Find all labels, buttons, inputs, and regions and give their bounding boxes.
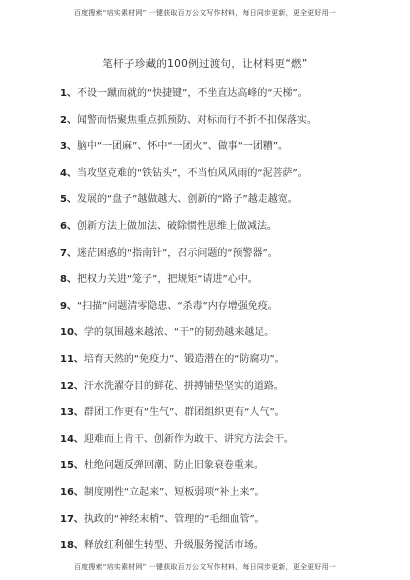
item-text: 迎难而上肯干、创新作为敢干、讲究方法会干。 bbox=[83, 433, 294, 445]
item-text: 脑中“一团麻”、怀中“一团火”、做事“一团糟”。 bbox=[76, 141, 289, 153]
document-title: 笔杆子珍藏的100例过渡句，让材料更“燃” bbox=[102, 58, 308, 70]
item-text: 汗水洗濯夺目的鲜花、拼搏铺垫坚实的道路。 bbox=[83, 380, 284, 392]
list-item bbox=[60, 379, 400, 406]
item-text: 执政的“神经末梢”、管理的“毛细血管”。 bbox=[83, 513, 265, 525]
list-item bbox=[60, 219, 400, 246]
header-banner: 百度搜索“培实素材网” 一键获取百万公文写作材料，每日同步更新，更全更好用一 bbox=[73, 9, 337, 17]
item-number: 9、 bbox=[60, 300, 77, 312]
list-item bbox=[60, 458, 400, 485]
item-number: 1、 bbox=[60, 88, 77, 99]
list-item bbox=[60, 485, 400, 512]
list-item bbox=[60, 166, 400, 193]
item-text: 不设一蹴而就的“快捷键”，不坐直达高峰的“天梯”。 bbox=[76, 88, 308, 99]
item-number: 17、 bbox=[60, 513, 84, 525]
list-item bbox=[60, 512, 400, 539]
list-item bbox=[60, 432, 400, 459]
list-item bbox=[60, 299, 400, 326]
item-number: 4、 bbox=[60, 167, 77, 179]
item-number: 14、 bbox=[60, 433, 84, 445]
item-number: 6、 bbox=[60, 220, 77, 232]
list-item bbox=[60, 538, 400, 565]
list-item bbox=[60, 139, 400, 166]
item-number: 16、 bbox=[60, 486, 84, 498]
item-text: 发展的“盘子”越做越大、创新的“路子”越走越宽。 bbox=[76, 194, 298, 206]
item-text: 培育天然的“免疫力”、锻造潜在的“防腐功”。 bbox=[83, 353, 285, 365]
item-text: 学的氛围越来越浓、“干”的韧劲越来越足。 bbox=[83, 327, 275, 339]
item-text: 把权力关进“笼子”，把规矩“请进”心中。 bbox=[76, 274, 258, 286]
sentence-list bbox=[60, 86, 400, 565]
list-item bbox=[60, 352, 400, 379]
item-number: 3、 bbox=[60, 141, 77, 153]
item-number: 11、 bbox=[60, 353, 84, 365]
item-text: 杜绝问题反弹回潮、防止旧象衰卷重来。 bbox=[83, 460, 264, 472]
list-item bbox=[60, 272, 400, 299]
item-text: 制度刚性“立起来”、短板弱项“补上来”。 bbox=[83, 486, 265, 498]
list-item bbox=[60, 325, 400, 352]
item-number: 7、 bbox=[60, 247, 77, 259]
item-number: 18、 bbox=[60, 540, 84, 552]
list-item bbox=[60, 86, 400, 113]
list-item bbox=[60, 405, 400, 432]
item-number: 15、 bbox=[60, 460, 84, 472]
item-number: 8、 bbox=[60, 274, 77, 286]
footer-banner: 百度搜索“培实素材网” 一键获取百万公文写作材料，每日同步更新，更全更好用一 bbox=[73, 563, 337, 571]
list-item bbox=[60, 113, 400, 140]
item-text: 当攻坚克难的“铁钻头”，不当怕风风雨的“泥菩萨”。 bbox=[76, 167, 308, 179]
list-item bbox=[60, 246, 400, 273]
item-number: 2、 bbox=[60, 114, 77, 126]
item-text: 创新方法上做加法、破除惯性思维上做减法。 bbox=[76, 220, 277, 232]
list-item bbox=[60, 192, 400, 219]
item-text: 群团工作更有“生气”、群团组织更有“人气”。 bbox=[83, 407, 285, 419]
item-number: 12、 bbox=[60, 380, 84, 392]
item-text: “扫描”问题清零隐患、“杀毒”内存增强免疫。 bbox=[76, 300, 278, 312]
item-text: 迷茫困惑的“指南针”，召示问题的“预警器”。 bbox=[76, 247, 278, 259]
item-number: 10、 bbox=[60, 327, 84, 339]
item-text: 释放红利催生转型、升级服务搅活市场。 bbox=[83, 540, 264, 552]
item-number: 13、 bbox=[60, 407, 84, 419]
item-number: 5、 bbox=[60, 194, 77, 206]
item-text: 闻警而悟聚焦重点抓预防、对标而行不折不扣保落实。 bbox=[76, 114, 317, 126]
